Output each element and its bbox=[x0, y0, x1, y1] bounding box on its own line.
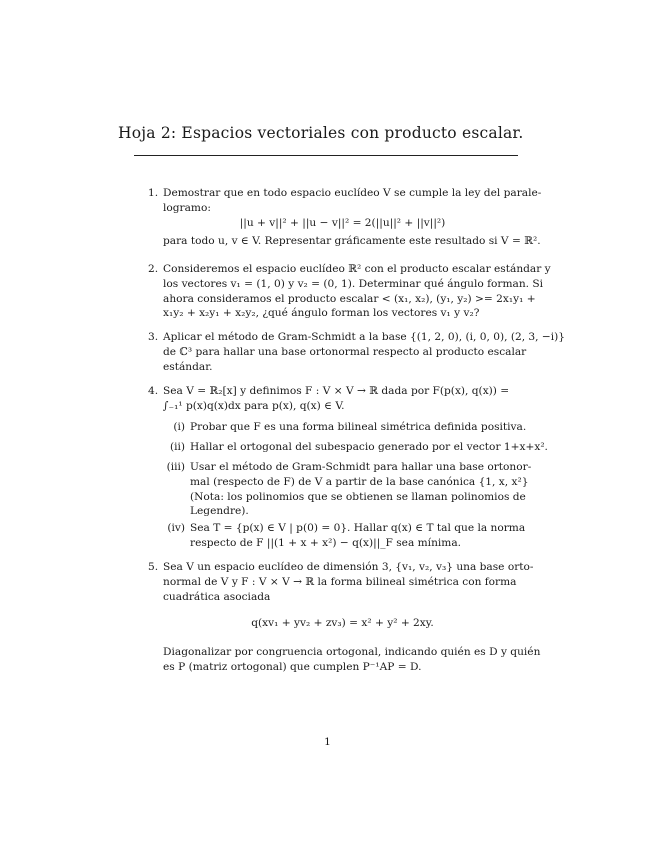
subitem-tag: (iv) bbox=[167, 522, 185, 534]
exercise-line: Consideremos el espacio euclídeo ℝ² con el producto escalar estándar y bbox=[163, 263, 551, 275]
exercise-line: normal de V y F : V × V → ℝ la forma bilineal simétrica con forma bbox=[163, 575, 517, 588]
exercise-line: x₁y₂ + x₂y₁ + x₂y₂, ¿qué ángulo forman los vectores v₁ y v₂? bbox=[163, 307, 480, 320]
exercise-number: 4. bbox=[148, 385, 159, 397]
exercise-line: logramo: bbox=[163, 201, 211, 214]
page-title: Hoja 2: Espacios vectoriales con producto escalar. bbox=[118, 124, 524, 142]
formula: ||u + v||² + ||u − v||² = 2(||u||² + ||v||²) bbox=[239, 216, 446, 229]
exercise-line: Diagonalizar por congruencia ortogonal, indicando quién es D y quién bbox=[163, 646, 541, 659]
subitem-line: Legendre). bbox=[190, 505, 249, 518]
exercise-line: ∫₋₁¹ p(x)q(x)dx para p(x), q(x) ∈ V. bbox=[163, 399, 345, 412]
exercise-number: 5. bbox=[148, 561, 159, 573]
subitem-tag: (iii) bbox=[166, 461, 185, 473]
subitem-line: (Nota: los polinomios que se obtienen se llaman polinomios de bbox=[190, 490, 526, 503]
subitem-line: Usar el método de Gram-Schmidt para hallar una base ortonor- bbox=[190, 461, 532, 473]
exercise-line: de ℂ³ para hallar una base ortonormal respecto al producto escalar bbox=[163, 345, 527, 358]
subitem-line: Hallar el ortogonal del subespacio generado por el vector 1+x+x². bbox=[190, 441, 548, 453]
subitem-tag: (ii) bbox=[169, 441, 185, 453]
exercise-line: Sea V un espacio euclídeo de dimensión 3, {v₁, v₂, v₃} una base orto- bbox=[163, 561, 534, 573]
title-divider bbox=[134, 155, 518, 156]
formula: q(xv₁ + yv₂ + zv₃) = x² + y² + 2xy. bbox=[251, 617, 434, 630]
page-number: 1 bbox=[324, 736, 331, 748]
exercise-line: es P (matriz ortogonal) que cumplen P⁻¹AP = D. bbox=[163, 660, 422, 673]
exercise-number: 1. bbox=[148, 187, 159, 199]
exercise-line: estándar. bbox=[163, 360, 213, 373]
exercise-line: ahora consideramos el producto escalar < (x₁, x₂), (y₁, y₂) >= 2x₁y₁ + bbox=[163, 292, 536, 305]
exercise-line: Sea V = ℝ₂[x] y definimos F : V × V → ℝ dada por F(p(x), q(x)) = bbox=[163, 385, 510, 397]
exercise-line: cuadrática asociada bbox=[163, 590, 271, 603]
exercise-line: para todo u, v ∈ V. Representar gráficamente este resultado si V = ℝ². bbox=[163, 235, 541, 248]
subitem-line: mal (respecto de F) de V a partir de la base canónica {1, x, x²} bbox=[190, 475, 529, 488]
exercise-number: 2. bbox=[148, 263, 159, 275]
subitem-line: Probar que F es una forma bilineal simétrica definida positiva. bbox=[190, 421, 527, 433]
exercise-line: los vectores v₁ = (1, 0) y v₂ = (0, 1). Determinar qué ángulo forman. Si bbox=[163, 277, 544, 290]
exercise-line: Demostrar que en todo espacio euclídeo V se cumple la ley del parale- bbox=[163, 187, 542, 199]
subitem-line: respecto de F ||(1 + x + x²) − q(x)||_F sea mínima. bbox=[190, 536, 462, 549]
exercise-number: 3. bbox=[148, 331, 159, 343]
subitem-line: Sea T = {p(x) ∈ V | p(0) = 0}. Hallar q(x) ∈ T tal que la norma bbox=[190, 522, 526, 534]
exercise-line: Aplicar el método de Gram-Schmidt a la base {(1, 2, 0), (i, 0, 0), (2, 3, −i)} bbox=[163, 331, 566, 343]
subitem-tag: (i) bbox=[173, 421, 185, 433]
